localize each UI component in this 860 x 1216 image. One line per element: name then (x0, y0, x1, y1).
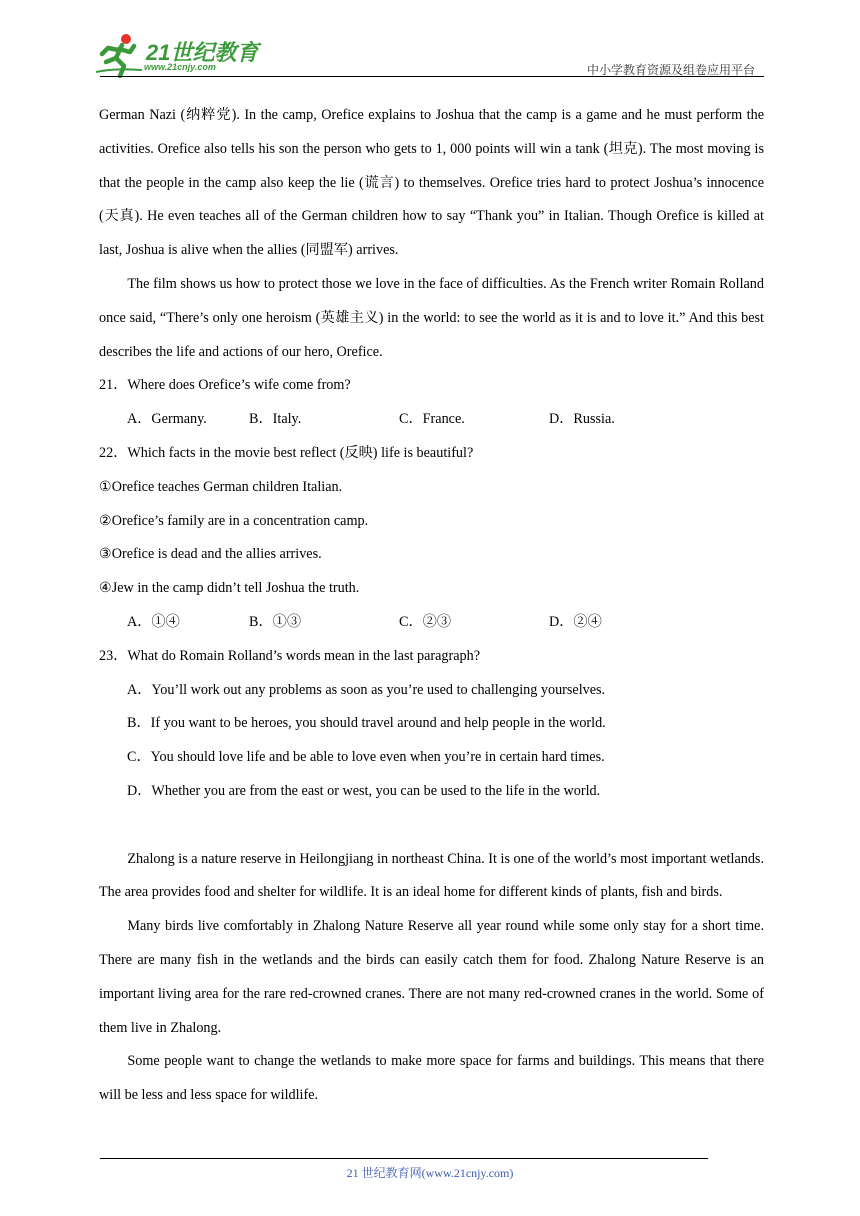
q21-option-a: A．Germany. (127, 411, 207, 428)
q22-statement-1: ①Orefice teaches German children Italian. (99, 478, 343, 495)
q22-statement-2: ②Orefice’s family are in a concentration camp. (99, 512, 369, 529)
page-header (0, 0, 860, 80)
q22-option-b: B．①③ (249, 613, 302, 630)
header-divider (100, 76, 764, 77)
question-21-options (127, 403, 764, 437)
passage2-paragraph-3: Some people want to change the wetlands to make more space for farms and buildings. This means that there will be less and less space for wildlife. (99, 1053, 764, 1104)
q22-option-c: C．②③ (399, 613, 452, 630)
passage1-paragraph-1: German Nazi (纳粹党). In the camp, Orefice explains to Joshua that the camp is a game and he must perform the activities. Orefice also tells his son the person who gets to 1, 000 points will win a tank (坦克). The most moving is that the people in the camp also keep the lie (谎言) to themselves. Orefice tries hard to protect Joshua’s innocence (天真). He even teaches all of the German children how to say “Thank you” in Italian. Though Orefice is killed at last, Joshua is alive when the allies (同盟军) arrives. (99, 107, 764, 259)
header-platform-name: 中小学教育资源及组卷应用平台 (586, 63, 755, 77)
page-footer: 21 世纪教育网(www.21cnjy.com) (346, 1166, 514, 1180)
question-22-options (127, 606, 764, 640)
q23-option-b: B．If you want to be heroes, you should travel around and help people in the world. (127, 715, 606, 732)
site-logo (94, 32, 264, 78)
q23-option-a: A．You’ll work out any problems as soon as you’re used to challenging yourselves. (127, 681, 606, 698)
q21-option-b: B．Italy. (249, 411, 302, 428)
runner-logo-icon (94, 32, 144, 78)
passage1-paragraph-2: The film shows us how to protect those we love in the face of difficulties. As the French writer Romain Rolland once said, “There’s only one heroism (英雄主义) in the world: to see the world as it is and to love it.” And this best describes the life and actions of our hero, Orefice. (99, 275, 764, 360)
q21-option-c: C．France. (399, 411, 465, 428)
footer-divider (100, 1158, 708, 1159)
q23-option-c: C．You should love life and be able to love even when you’re in certain hard times. (127, 749, 605, 766)
q22-statement-3: ③Orefice is dead and the allies arrives. (99, 546, 322, 563)
q22-option-a: A．①④ (127, 613, 180, 630)
question-22: 22．Which facts in the movie best reflect (反映) life is beautiful? (99, 444, 474, 461)
logo-url: www.21cnjy.com (144, 62, 216, 72)
logo-text: 21世纪教育 (146, 40, 259, 65)
passage2-paragraph-1: Zhalong is a nature reserve in Heilongjiang in northeast China. It is one of the world’s most important wetlands. The area provides food and shelter for wildlife. It is an ideal home for different kinds of plants, fish and birds. (99, 850, 764, 901)
q22-statement-4: ④Jew in the camp didn’t tell Joshua the truth. (99, 580, 360, 597)
q22-option-d: D．②④ (549, 613, 602, 630)
section-gap (99, 809, 764, 843)
question-21: 21．Where does Orefice’s wife come from? (99, 377, 351, 394)
document-body (99, 99, 764, 1113)
passage2-paragraph-2: Many birds live comfortably in Zhalong Nature Reserve all year round while some only stay for a short time. There are many fish in the wetlands and the birds can easily catch them for food. Zhalong Nature Reserve is an important living area for the rare red-crowned cranes. There are not many red-crowned cranes in the world. Some of them live in Zhalong. (99, 918, 764, 1036)
q23-option-d: D．Whether you are from the east or west, you can be used to the life in the world. (127, 782, 601, 799)
question-23: 23．What do Romain Rolland’s words mean in the last paragraph? (99, 647, 481, 664)
q21-option-d: D．Russia. (549, 411, 615, 428)
